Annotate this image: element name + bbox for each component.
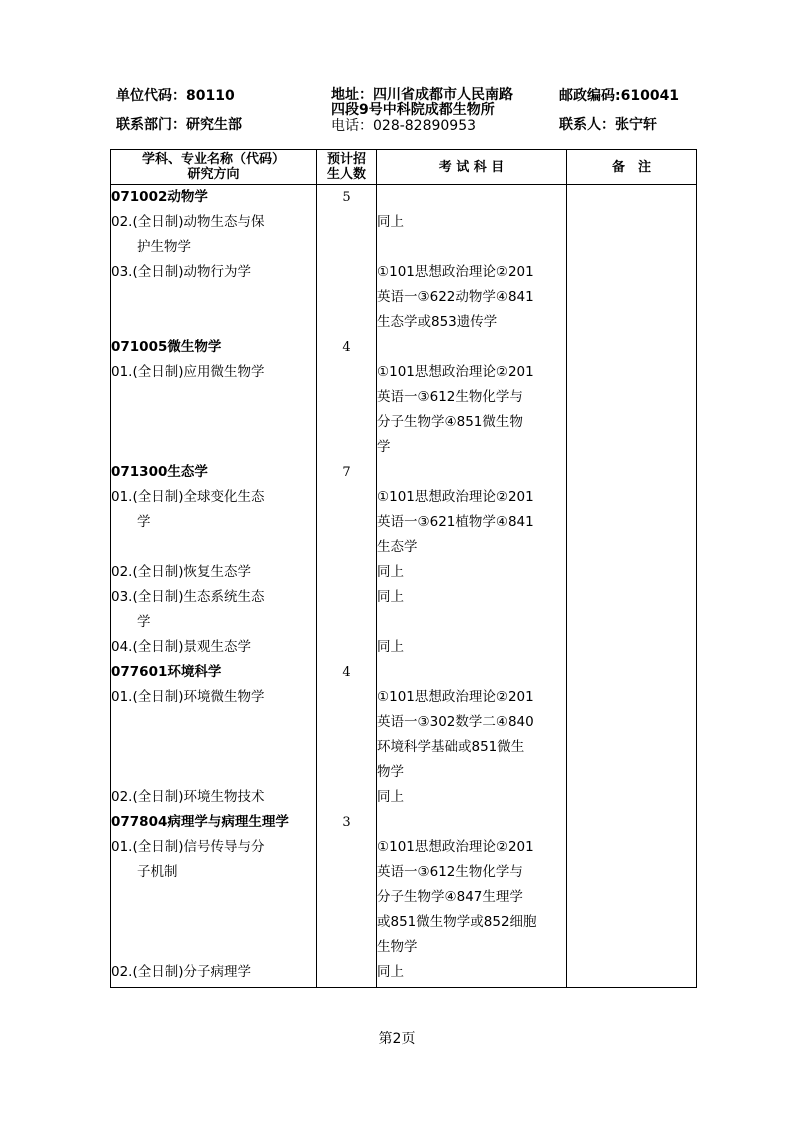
exam-line: 环境科学基础或851微生 [377, 739, 525, 755]
direction-line [111, 310, 316, 335]
direction-item [111, 785, 316, 810]
exam-subjects [377, 360, 566, 460]
table-header-row [111, 150, 697, 185]
exam-line: ①101思想政治理论②201 [377, 689, 534, 705]
direction-line: 学 [137, 614, 151, 630]
exam-line: ①101思想政治理论②201 [377, 839, 534, 855]
admission-table [110, 149, 697, 988]
exam-line: 同上 [377, 214, 404, 230]
exam-subjects [377, 260, 566, 335]
exam-line: 分子生物学④847生理学 [377, 889, 523, 905]
direction-line: 子机制 [137, 864, 178, 880]
exam-line [377, 610, 566, 635]
direction-item [111, 210, 316, 260]
exam-line: ①101思想政治理论②201 [377, 264, 534, 280]
direction-item [111, 585, 316, 635]
exam-line: 或851微生物学或852细胞 [377, 914, 537, 930]
quota-count: 7 [342, 465, 351, 480]
exam-subjects [377, 785, 566, 810]
exam-line: 物学 [377, 764, 404, 780]
header-quota [317, 150, 377, 185]
exam-spacer [377, 660, 566, 685]
header-subject-line2: 研究方向 [187, 167, 240, 182]
direction-line: 02.(全日制)环境生物技术 [111, 789, 265, 805]
unit-code: 单位代码：80110 [116, 88, 235, 104]
direction-item [111, 360, 316, 460]
exam-subjects [377, 585, 566, 635]
header-quota-line2: 生人数 [326, 167, 366, 182]
quota-spacer [317, 960, 376, 985]
major-code: 071005微生物学 [111, 339, 222, 355]
direction-line: 03.(全日制)动物行为学 [111, 264, 252, 280]
exam-subjects [377, 560, 566, 585]
quota-spacer [317, 260, 376, 335]
subject-column [111, 185, 317, 988]
direction-line: 01.(全日制)应用微生物学 [111, 364, 265, 380]
quota-column [317, 185, 377, 988]
exam-line: 英语一③612生物化学与 [377, 864, 523, 880]
quota-count: 4 [342, 340, 351, 355]
exam-line: 英语一③612生物化学与 [377, 389, 523, 405]
quota-count: 3 [342, 815, 351, 830]
direction-line [111, 735, 316, 760]
header-remarks [567, 150, 697, 185]
exam-line: 分子生物学④851微生物 [377, 414, 523, 430]
quota-count: 5 [342, 190, 351, 205]
direction-item [111, 260, 316, 335]
contact-person: 联系人：张宁轩 [559, 117, 657, 133]
quota-spacer [317, 585, 376, 635]
direction-line: 学 [137, 514, 151, 530]
direction-line [111, 385, 316, 410]
header-subject [111, 150, 317, 185]
quota-spacer [317, 210, 376, 260]
direction-line [111, 410, 316, 435]
page-number: 第2页 [378, 1031, 416, 1047]
address: 地址：四川省成都市人民南路四段9号中科院成都生物所 [331, 87, 513, 118]
exam-line: 英语一③302数学二④840 [377, 714, 534, 730]
direction-line [111, 935, 316, 960]
quota-spacer [317, 560, 376, 585]
exam-spacer [377, 335, 566, 360]
direction-line [111, 885, 316, 910]
exam-subjects [377, 960, 566, 985]
exam-line: 生态学 [377, 539, 418, 555]
exam-line: 生态学或853遗传学 [377, 314, 498, 330]
exam-subjects [377, 485, 566, 560]
quota-spacer [317, 485, 376, 560]
exam-subjects [377, 835, 566, 960]
direction-item [111, 485, 316, 560]
quota-spacer [317, 685, 376, 785]
exam-spacer [377, 460, 566, 485]
exam-line: ①101思想政治理论②201 [377, 489, 534, 505]
major-code: 071002动物学 [111, 189, 208, 205]
direction-item [111, 560, 316, 585]
exam-line: 生物学 [377, 939, 418, 955]
exam-line: 英语一③622动物学④841 [377, 289, 534, 305]
major-code: 077804病理学与病理生理学 [111, 814, 289, 830]
direction-line [111, 760, 316, 785]
quota-spacer [317, 635, 376, 660]
header-exam [377, 150, 567, 185]
table-row [111, 185, 697, 988]
bottom-pad [111, 985, 316, 987]
direction-line: 01.(全日制)信号传导与分 [111, 839, 265, 855]
exam-line: 学 [377, 439, 391, 455]
direction-item [111, 835, 316, 960]
direction-line [111, 285, 316, 310]
phone: 电话：028-82890953 [331, 118, 477, 134]
direction-item [111, 635, 316, 660]
direction-line: 03.(全日制)生态系统生态 [111, 589, 265, 605]
contact-department: 联系部门：研究生部 [116, 117, 242, 133]
exam-subjects [377, 685, 566, 785]
quota-count: 4 [342, 665, 351, 680]
exam-spacer [377, 185, 566, 210]
quota-spacer [317, 835, 376, 960]
direction-line: 01.(全日制)全球变化生态 [111, 489, 265, 505]
exam-line: 同上 [377, 964, 404, 980]
exam-line: 同上 [377, 639, 404, 655]
table-body [111, 185, 697, 988]
direction-line: 护生物学 [137, 239, 191, 255]
exam-subjects [377, 210, 566, 260]
quota-spacer [317, 360, 376, 460]
exam-line: 同上 [377, 589, 404, 605]
major-code: 071300生态学 [111, 464, 208, 480]
direction-line [111, 435, 316, 460]
exam-column [377, 185, 567, 988]
direction-line [111, 535, 316, 560]
quota-spacer [317, 785, 376, 810]
postcode: 邮政编码:610041 [559, 88, 680, 104]
exam-line: 同上 [377, 789, 404, 805]
direction-line: 02.(全日制)动物生态与保 [111, 214, 265, 230]
direction-line [111, 910, 316, 935]
exam-line: 英语一③621植物学④841 [377, 514, 534, 530]
direction-line: 02.(全日制)分子病理学 [111, 964, 252, 980]
direction-item [111, 685, 316, 785]
header-quota-line1: 预计招 [326, 152, 366, 167]
header-remarks-label: 备 注 [611, 159, 651, 175]
exam-line: ①101思想政治理论②201 [377, 364, 534, 380]
direction-line: 01.(全日制)环境微生物学 [111, 689, 265, 705]
header-exam-label: 考 试 科 目 [438, 159, 505, 175]
header-subject-line1: 学科、专业名称（代码） [141, 152, 285, 167]
direction-item [111, 960, 316, 985]
exam-subjects [377, 635, 566, 660]
direction-line: 02.(全日制)恢复生态学 [111, 564, 252, 580]
major-code: 077601环境科学 [111, 664, 222, 680]
direction-line: 04.(全日制)景观生态学 [111, 639, 252, 655]
remarks-column [567, 185, 697, 988]
exam-spacer [377, 810, 566, 835]
exam-line: 同上 [377, 564, 404, 580]
exam-line [377, 235, 566, 260]
direction-line [111, 710, 316, 735]
